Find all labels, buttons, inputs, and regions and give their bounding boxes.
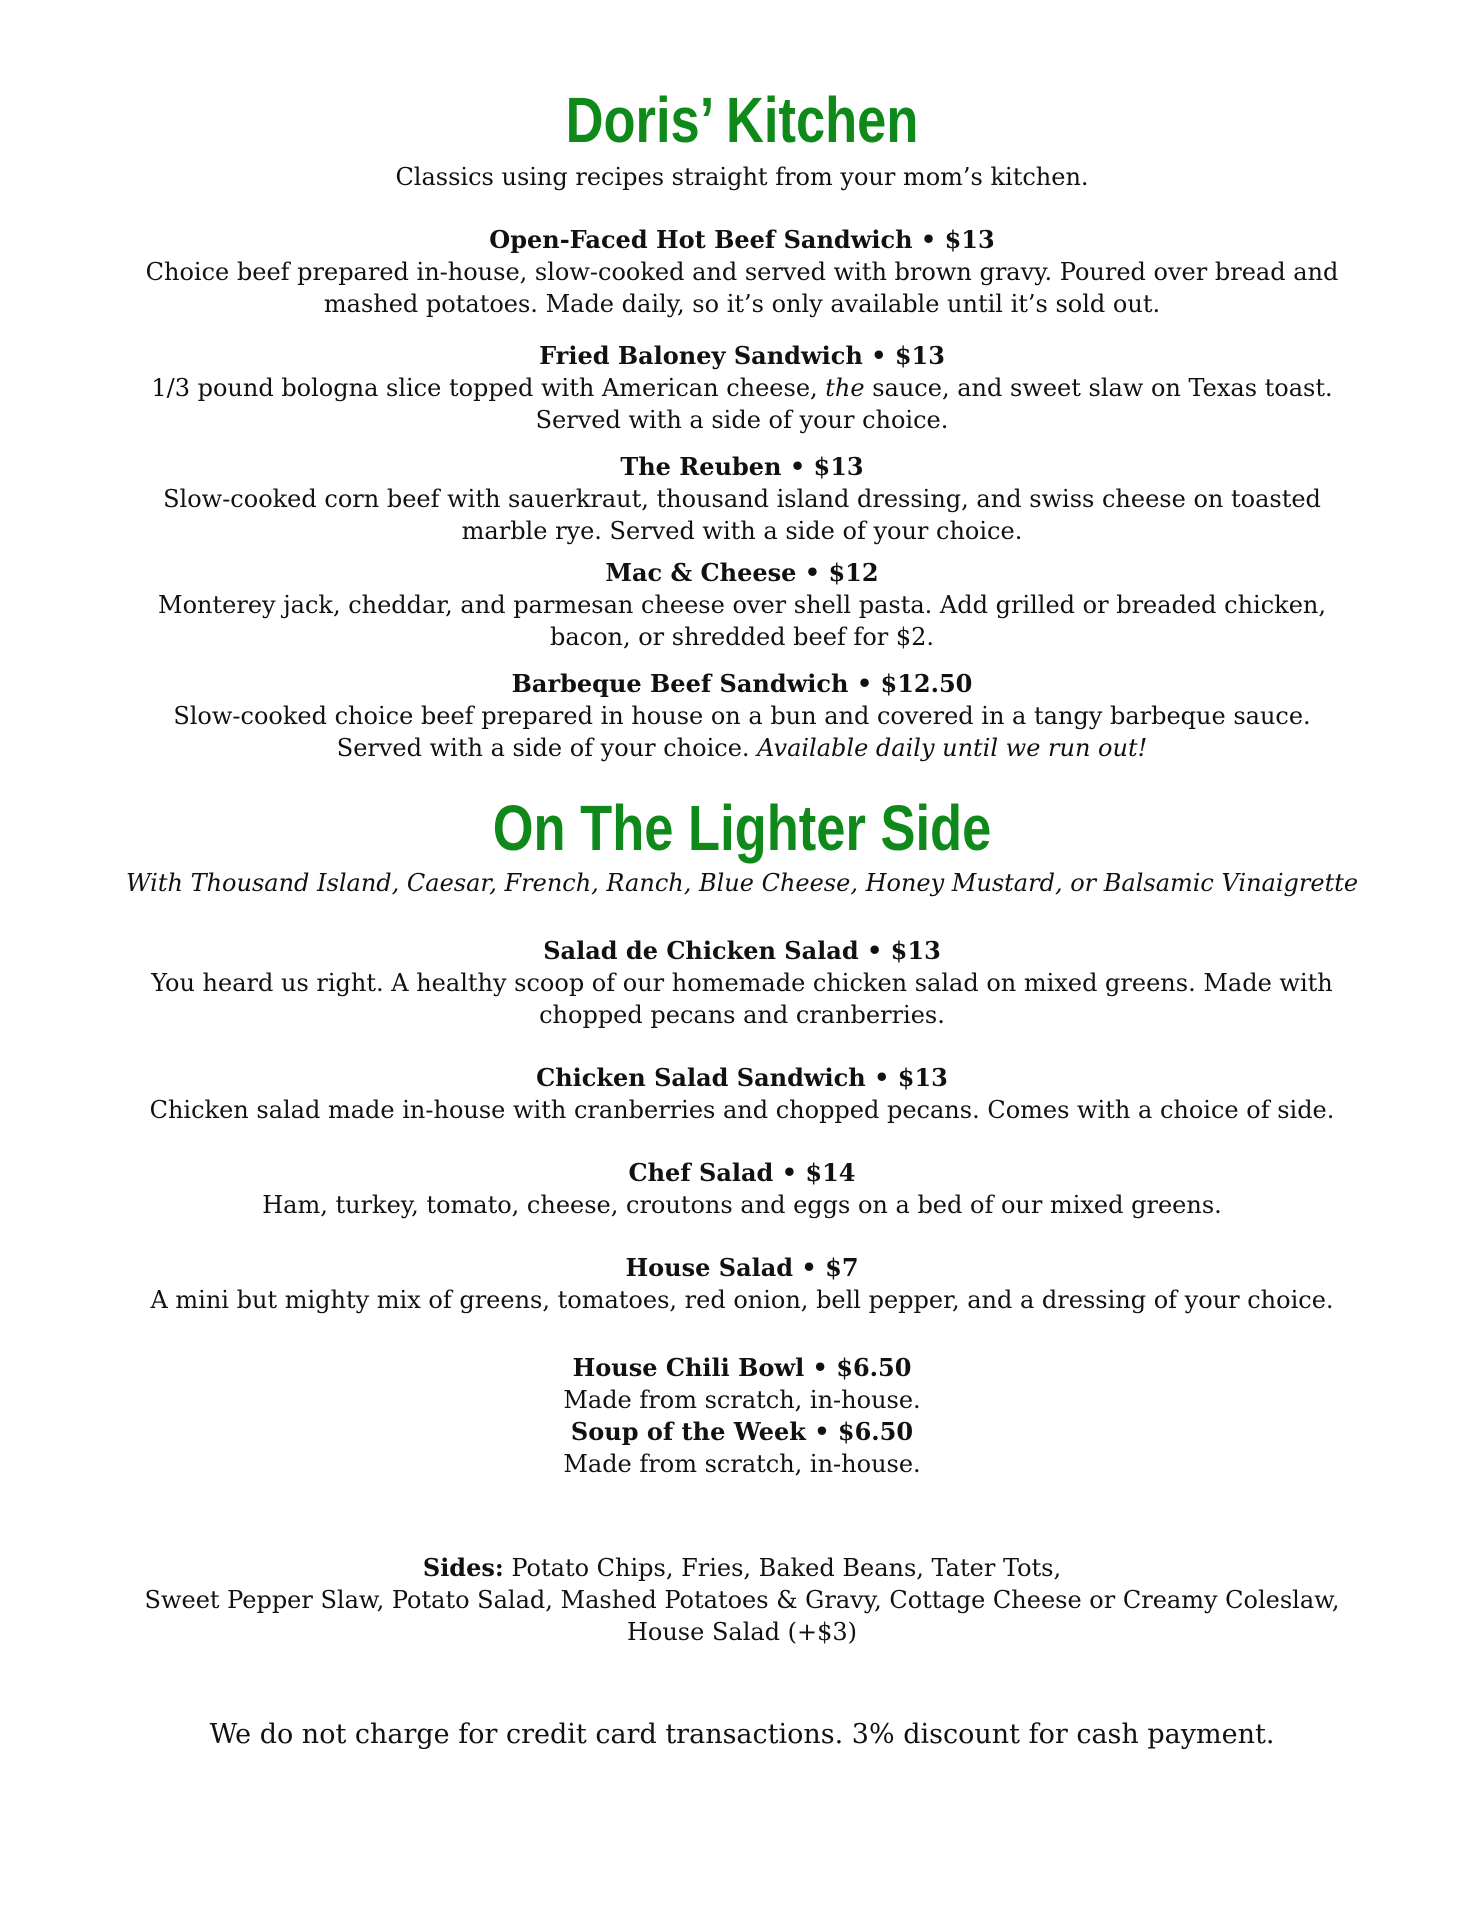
menu-item xyxy=(60,557,1424,653)
header xyxy=(60,84,1424,156)
item-description-line: marble rye. Served with a side of your choice. xyxy=(461,517,1023,545)
item-description xyxy=(60,372,1424,436)
item-title: House Chili Bowl • $6.50 xyxy=(572,1353,912,1382)
item-description-line xyxy=(60,732,1424,764)
menu-item xyxy=(60,340,1424,436)
tagline: Classics using recipes straight from your mom’s kitchen. xyxy=(395,163,1089,191)
payment-note: We do not charge for credit card transactions. 3% discount for cash payment. xyxy=(209,1719,1275,1750)
item-description xyxy=(60,483,1424,547)
menu-item xyxy=(60,1352,1424,1480)
item-title: Fried Baloney Sandwich • $13 xyxy=(539,341,945,370)
sides-text: Potato Chips, Fries, Baked Beans, Tater Tots, xyxy=(503,1554,1062,1582)
item-title: Open-Faced Hot Beef Sandwich • $13 xyxy=(489,225,995,254)
desc-text: 1/3 pound bologna slice topped with American cheese, xyxy=(151,374,826,402)
desc-emphasis: Available daily until we run out! xyxy=(757,734,1148,762)
item-description-line xyxy=(60,372,1424,404)
section-header xyxy=(60,792,1424,864)
item-description-line: chopped pecans and cranberries. xyxy=(539,1001,945,1029)
item-description-line: Monterey jack, cheddar, and parmesan cheese over shell pasta. Add grilled or breaded chicken, xyxy=(158,591,1326,619)
item-description xyxy=(60,256,1424,320)
menu-item xyxy=(60,935,1424,1031)
item-title: Salad de Chicken Salad • $13 xyxy=(543,936,941,965)
item-description xyxy=(60,1384,1424,1416)
item-description-line: You heard us right. A healthy scoop of our homemade chicken salad on mixed greens. Made with xyxy=(151,969,1333,997)
tagline-block xyxy=(60,160,1424,194)
desc-text: sauce, and sweet slaw on Texas toast. xyxy=(864,374,1333,402)
item-description xyxy=(60,589,1424,653)
item-description xyxy=(60,700,1424,764)
sides-line: House Salad (+$3) xyxy=(626,1618,858,1646)
item-description-line: mashed potatoes. Made daily, so it’s only available until it’s sold out. xyxy=(323,290,1161,318)
item-description xyxy=(60,1189,1424,1221)
sides-line xyxy=(60,1552,1424,1584)
item-title: Barbeque Beef Sandwich • $12.50 xyxy=(511,669,973,698)
item-description-line: Slow-cooked corn beef with sauerkraut, thousand island dressing, and swiss cheese on toasted xyxy=(163,485,1321,513)
item-description-line: Slow-cooked choice beef prepared in house on a bun and covered in a tangy barbeque sauce. xyxy=(173,702,1311,730)
dressings-block xyxy=(60,866,1424,900)
footer xyxy=(60,1718,1424,1752)
item-description-line: Made from scratch, in-house. xyxy=(563,1450,921,1478)
item-description-line: bacon, or shredded beef for $2. xyxy=(549,623,935,651)
item-title: The Reuben • $13 xyxy=(620,452,864,481)
item-description-line: Chicken salad made in-house with cranberries and chopped pecans. Comes with a choice of side. xyxy=(149,1096,1335,1124)
sides-line: Sweet Pepper Slaw, Potato Salad, Mashed Potatoes & Gravy, Cottage Cheese or Creamy Coleslaw, xyxy=(144,1586,1340,1614)
item-description xyxy=(60,967,1424,1031)
item-title: House Salad • $7 xyxy=(625,1253,859,1282)
desc-emphasis: the xyxy=(825,374,865,402)
item-title: Chef Salad • $14 xyxy=(628,1158,856,1187)
menu-item xyxy=(60,451,1424,547)
item-description xyxy=(60,1284,1424,1316)
item-title: Chicken Salad Sandwich • $13 xyxy=(536,1063,948,1092)
item-description-line: Choice beef prepared in-house, slow-cooked and served with brown gravy. Poured over bread and xyxy=(145,258,1339,286)
item-description-line: Served with a side of your choice. xyxy=(535,406,949,434)
section-title: On The Lighter Side xyxy=(492,792,992,864)
sides-block xyxy=(60,1552,1424,1648)
desc-text: Served with a side of your choice. xyxy=(336,734,758,762)
sides-label: Sides: xyxy=(422,1553,504,1582)
item-description-line: A mini but mighty mix of greens, tomatoes, red onion, bell pepper, and a dressing of your choice. xyxy=(150,1286,1334,1314)
menu-item xyxy=(60,1252,1424,1316)
item-description-line: Made from scratch, in-house. xyxy=(563,1386,921,1414)
menu-item xyxy=(60,1157,1424,1221)
menu-item xyxy=(60,668,1424,764)
item-description xyxy=(60,1094,1424,1126)
item-description-line: Ham, turkey, tomato, cheese, croutons and eggs on a bed of our mixed greens. xyxy=(262,1191,1222,1219)
dressing-options: With Thousand Island, Caesar, French, Ranch, Blue Cheese, Honey Mustard, or Balsamic Vinaigrette xyxy=(125,869,1359,897)
menu-item xyxy=(60,224,1424,320)
item-title: Soup of the Week • $6.50 xyxy=(570,1417,914,1446)
restaurant-title: Doris’ Kitchen xyxy=(565,84,919,156)
item-description xyxy=(60,1448,1424,1480)
item-title: Mac & Cheese • $12 xyxy=(605,558,879,587)
menu-item xyxy=(60,1062,1424,1126)
